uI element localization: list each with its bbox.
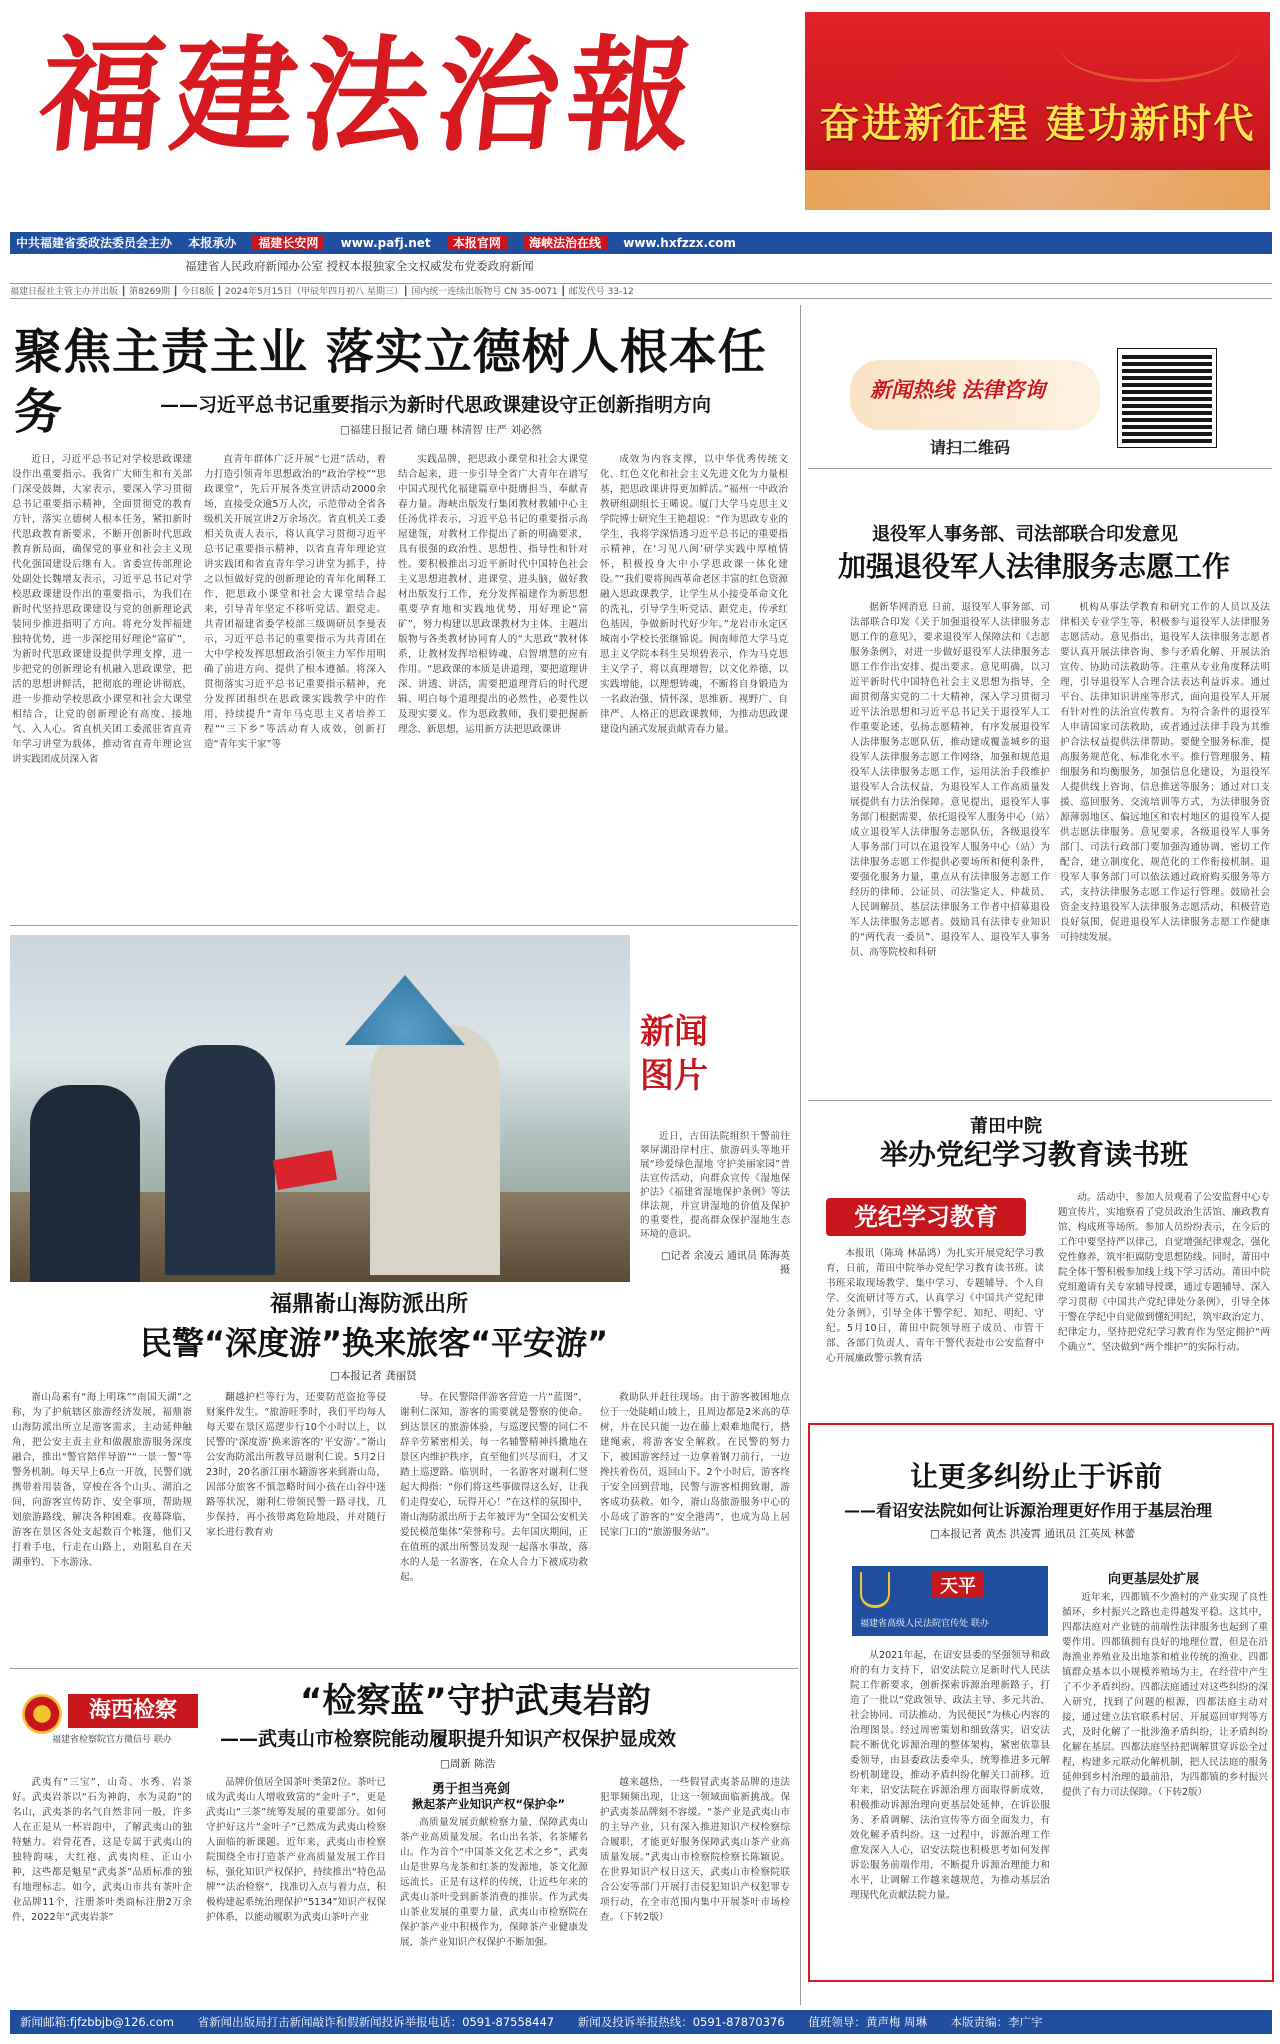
litigation-column-2: 近年来，四都镇不少渔村的产业实现了良性循环，乡村振兴之路也走得越发平稳。这其中，四都法庭对产业链的前端性法律服务也起到了重要作用。四都镇拥有良好的地理位置，但是在沿海渔业养殖业及出地茶和植业传统的渔业、四都镇群众基本以小规模养殖场为主，在经营中产生了不少矛盾纠纷。四都法庭通过对这些纠纷的深入研究，找到了问题的根源，四都法庭主动对接，通过建立法官联系村居、开展巡回审判等方式，及时化解了一批涉渔矛盾纠纷，让矛盾纠纷化解在基层。四都法庭坚持把调解贯穿诉讼全过程，构建多元联动化解机制，把人民法庭的服务延伸到乡村治理的最前沿，为四都镇的乡村振兴提供了有力司法保障。（下转2版） [1062,1592,1268,1798]
banner-slogan: 奋进新征程 建功新时代 [819,101,1256,147]
wuyi-subheading-2: 揪起茶产业知识产权“保护伞” [412,1797,566,1811]
divider-hotline [808,468,1272,469]
lead-column-1: 近日，习近平总书记对学校思政课建设作出重要指示。我省广大师生和有关部门深受鼓舞，大家表示，要深入学习贯彻总书记重要指示精神，全面贯彻党的教育方针，落实立德树人根本任务，紧扣新时代思政教育新要求，不断开创新时代思政教育新局面，确保党的事业和社会主义现代化强国建设后继有人。省委宣传部理论处副处长魏增友表示，习近平总书记对学校思政课建设作出的重要指示，为我们在新时代坚持思政课建设与党的创新理论武装同步推进指明了方向。将充分发挥福建独特优势，进一步深挖用好理论“富矿”，为新时代思政课建设提供学理支撑，进一步把党的创新理论有机融入思政课堂，把活的思想讲鲜活，把彻底的理论讲彻底，进一步推动学校思政小课堂和社会大课堂相结合，让党的创新理论有高度、接地气、入人心。省直机关团工委派驻省直青年学习讲堂为载体，推动省直青年理论宣讲实践团成员深入省 [12,454,192,765]
wuyi-byline: □周新 陈浩 [440,1758,496,1770]
issue-info-line: 福建日报社主管主办并出版 ┃ 第8269期 ┃ 今日8版 ┃ 2024年5月15日（甲辰年四月初八 星期三）┃ 国内统一连续出版物号 CN 35-0071 ┃ 邮发代号 33-12 [10,283,1272,299]
lead-column-2: 直青年群体广泛开展“七进”活动，着力打造引领青年思想政治的“政治学校”“思政课堂”，先后开展各类宣讲活动2000余场，直接受众逾5万人次，示范带动全省各级机关开展宣讲2万余场次。省直机关工委相关负责人表示，将认真学习贯彻习近平总书记重要指示精神，以省直青年理论宣讲实践团和省直青年学习讲堂为抓手，持之以恒做好党的创新理论的青年化阐释工作，把思政小课堂和社会大课堂结合起来，引导青年坚定不移听党话、跟党走。共青团福建省委学校部三级调研员李曼表示，习近平总书记的重要指示为共青团在大中学校发挥思想政治引领主力军作用明确了前进方向、提供了根本遵循。将深入贯彻落实习近平总书记重要指示精神，充分发挥团组织在思政课实践教学中的作用，持续提升“青年马克思主义者培养工程”“三下乡”等活动育人成效，创新打造“青年实干家”等 [204,454,386,750]
putian-column-1: 本报讯（陈琦 林晶鸿）为扎实开展党纪学习教育，日前，莆田中院举办党纪学习教育读书班。读书班采取现场教学、集中学习、专题辅导、个人自学、交流研讨等方式，认真学习《中国共产党纪律处分条例》，引导全体干警学纪、知纪、明纪、守纪。5月10日，莆田中院领导班子成员、市管干部、各部门负责人、青年干警代表赴市公安监督中心开展廉政警示教育活 [826,1248,1044,1364]
footer-editor: 本版责编：李广宇 [950,2015,1043,2029]
photo-villager [370,1025,500,1275]
photo-credit: □记者 余凌云 通讯员 陈海英 摄 [661,1251,790,1276]
fuding-column-4: 救助队并赶往现场。由于游客被困地点位于一处陡峭山坡上，且周边都是2米高的草树，并在民只能一边在藤上艰难地爬行，搭建绳索，将游客安全解救。在民警的努力下，被困游客经过一边拿着钢刀前行，一边搀扶着伤员，返回山下。2个小时后，游客终于安全回到营地，民警与游客相拥致谢，游客成功获救。如今，嵛山岛旅游服务中心的小岛成了游客的“安全港湾”，也成为岛上居民家门口的“旅游服务站”。 [600,1392,790,1538]
veterans-title: 加强退役军人法律服务志愿工作 [838,550,1231,583]
fuding-column-3: 导。在民警陪伴游客营造一片“蓝图”，谢利仁深知，游客的需要就是警察的使命。到达景区的旅游体验，与巡逻民警的同仁不辞辛劳紧密相关，每一名辅警精神抖擞地在景区内维护秩序，直至他们兴尽而归，才又踏上巡逻路。临别时，一名游客对谢利仁竖起大拇指：“你们将这些事做得这么好，让我们走得安心，玩得开心！”在这样的氛围中，嵛山海防派出所于去年被评为“全国公安机关爱民模范集体”荣誉称号。去年国庆期间，正在值班的派出所警员发现一起落水事故，落水的人是一名游客，在众人合力下被成功救起。 [400,1392,588,1583]
photo-news-badge: 新闻图片 [640,1012,708,1096]
nav-organizer: 本报承办 [188,236,237,250]
masthead-logo: 福建法治報 [32,24,708,169]
putian-column-2: 动。活动中，参加人员观看了公安监督中心专题宣传片，实地察看了党员政治生活馆、廉政教育馆、构成班等场所。参加人员纷纷表示，在今后的工作中要坚持严以律己，自觉增强纪律观念，强化党性修养，筑牢拒腐防变思想防线。同时，莆田中院全体干警积极参加线上线下学习活动。莆田中院党组邀请有关专家辅导授课，通过专题辅导、深入学习贯彻《中国共产党纪律处分条例》，引导全体干警在学纪中自觉做到懂纪明纪，筑牢政治定力、纪律定力，坚持把党纪学习教育作为坚定拥护“两个确立”、坚决做到“两个维护”的实际行动。 [1058,1192,1270,1353]
main-divider [800,305,801,2005]
tianping-badge-sub: 福建省高级人民法院官传处 联办 [860,1619,989,1629]
wuyi-column-1: 武夷有“三宝”，山奇、水秀、岩茶好。武夷岩茶以“石为神韵，水为灵韵”的名山，武夷茶的名气自然非同一般，许多人在正是从一杯岩韵中，了解武夷山的独特魅力。岩骨花香，这是专属于武夷山的独特韵味，大红袍、武夷肉桂、正山小种，这些都是魁星“武夷茶”品质标准的独有地理标志。如今，武夷山市共有茶叶企业品牌11个，注册茶叶类商标注册2万余件，2022年“武夷岩茶” [12,1777,192,1923]
nav-changan-link[interactable]: 福建长安网 [252,236,324,250]
footer-bar [10,2010,1272,2034]
procuratorate-emblem-icon [22,1694,62,1734]
lead-subhead: ——习近平总书记重要指示为新时代思政课建设守正创新指明方向 [160,394,712,416]
tianping-badge-title: 天平 [932,1572,984,1598]
photo-officer-1 [30,1085,140,1282]
photo-conical-hat [345,975,465,1045]
banner-dome-decoration [1060,12,1240,82]
tianping-badge [852,1566,1048,1636]
qr-label: 请扫二维码 [930,438,1011,457]
footer-hotline: 新闻及投诉举报热线：0591-87870376 [577,2015,785,2029]
putian-kicker: 莆田中院 [970,1116,1042,1137]
divider-fuding-bottom [10,1668,798,1669]
lead-byline: □福建日报记者 储白珊 林清智 庄严 刘必然 [340,424,542,436]
lead-column-4: 成效为内容支撑，以中华优秀传统文化、红色文化和社会主义先进文化为力量根基，把思政课讲得更加鲜活。”福州一中政治教研组副组长王晞说。厦门大学马克思主义学院博士研究生王艳超说：“作为思政专业的学生，我将学深悟透习近平总书记的重要指示精神，在‘习见八闽’研学实践中厚植情怀，积极投身大中小学思政课一体化建设。”“我们要将闽西革命老区丰富的红色资源融入思政课教学，让学生从小接受革命文化的洗礼，引导学生听党话、跟党走，传承红色基因，争做新时代好少年。”龙岩市永定区城南小学校长张继锦说。闽南师范大学马克思主义学院本科生吴坝碧表示，作为马克思主义学子，将以真理增智，以文化养德，以实践增能，以理想铸魂，不断将自身锻造为一名政治强、情怀深、思维新、视野广、自律严、人格正的思政课教师，为推动思政课建设内涵式发展贡献青春力量。 [600,454,788,735]
hotline-label: 新闻热线 法律咨询 [870,378,1046,402]
litigation-byline: □本报记者 黄杰 洪凌霄 通讯员 江英凤 林蕾 [930,1528,1136,1540]
wuyi-column-2: 品牌价值居全国茶叶类第2位。茶叶已成为武夷山人增收致富的“金叶子”，更是武夷山“三茶”统筹发展的重要部分。如何守护好这片“金叶子”已然成为武夷山检察人面临的新课题。近年来，武夷山市检察院围绕全市打造茶产业高质量发展工作目标，强化知识产权保护，持续推出“特色品牌”“法治检察”，找准切入点与着力点，积极构建起系统治理保护“5134”知识产权保护体系，以能动履职为武夷山茶叶产业 [206,1777,386,1923]
photo-officer-2 [165,1045,275,1275]
nav-haixia-url[interactable]: www.hxfzzx.com [623,236,736,250]
wuyi-subheading: 勇于担当亮剑 [432,1782,511,1797]
fuding-kicker: 福鼎嵛山海防派出所 [270,1292,469,1317]
divider-lead-bottom [10,925,798,926]
party-discipline-badge: 党纪学习教育 [826,1198,1026,1236]
scales-of-justice-icon [860,1572,890,1608]
divider-veterans [808,1100,1272,1101]
wuyi-column-4: 越来越热，一些假冒武夷茶品牌的违法犯罪频频出现，让这一领域面临新挑战。保护武夷茶品牌刻不容缓。“茶产业是武夷山市的主导产业，只有深入推进知识产权检察综合履职，才能更好服务保障武夷山茶产业高质量发展。”武夷山市检察院检察长陈颖说。在世界知识产权日这天，武夷山市检察院联合公安等部门开展打击侵犯知识产权犯罪专项行动，在全市范围内集中开展茶叶市场检查。（下转2版） [600,1777,790,1923]
wuyi-subtitle: ——武夷山市检察院能动履职提升知识产权保护显成效 [220,1728,677,1750]
qr-code-icon[interactable] [1118,349,1216,447]
lead-headline: 聚焦主责主业 落实立德树人根本任务 [14,324,767,440]
wuyi-column-3: 高质量发展贡献检察力量，保障武夷山茶产业高质量发展。名山出名茶，名茶耀名山。作为首个“中国茶文化艺术之乡”，武夷山是世界乌龙茶和红茶的发源地，茶文化源远流长。正是有这样的传统，让近些年来的武夷山茶叶受到新茶消费的推崇。作为武夷山茶业发展的重要力量，武夷山市检察院在保护茶产业中积极作为，保障茶产业健康发展，茶产业知识产权保护不断加强。 [400,1817,588,1948]
veterans-column-1: 据新华网消息 日前，退役军人事务部、司法部联合印发《关于加强退役军人法律服务志愿工作的意见》，要求退役军人保障法和《志愿服务条例》，对进一步做好退役军人法律服务志愿工作作出安排、提出要求。意见明确，以习近平新时代中国特色社会主义思想为指导，全面贯彻落实党的二十大精神，深入学习贯彻习近平法治思想和习近平总书记关于退役军人工作重要论述，弘扬志愿精神，有序发展退役军人法律服务志愿队伍，推动建成覆盖城乡的退役军人法律服务志愿工作网络，加强和规范退役军人法律服务志愿工作，运用法治手段维护退役军人合法权益，为退役军人工作高质量发展提供有力法治保障。意见提出，退役军人事务部门根据需要，依托退役军人服务中心（站）成立退役军人法律服务志愿队伍，各级退役军人事务部门可以在退役军人服务中心（站）为法律服务志愿工作提供必要场所和便利条件，要强化服务力量，重点从有法律服务志愿工作经历的律师、公证员、司法鉴定人、仲裁员、人民调解员、基层法律服务工作者中招募退役军人法律服务志愿者。鼓励具有法律专业知识的“两代表一委员”、退役军人、退役军人事务员、高等院校和科研 [850,602,1050,958]
litigation-column-1: 从2021年起，在诏安县委的坚强领导和政府的有力支持下，诏安法院立足新时代人民法院工作新要求，创新探索诉源治理新路子，打造了一批以“党政领导、政法主导、多元共治、社会协同、司法推动、为民便民”为核心内容的治理图景。经过周密策划和细致落实，诏安法院不断优化诉源治理的整体架构，紧密依靠县委领导，由县委政法委牵头，统筹推进多元解纷机制建设，推动矛盾纠纷化解关口前移。近年来，诏安法院在诉源治理方面取得新成效，积极推动诉源治理向更基层处延伸，在诉讼服务、矛盾调解、法治宣传等方面全面发力，有效化解矛盾纠纷。这一过程中，诉源治理工作愈发深入人心，诏安法院也积极思考如何发挥诉讼服务前端作用，不断提升诉源治理能力和水平，让调解工作越来越规范，为推动基层治理现代化贡献法院力量。 [850,1650,1050,1901]
footer-email[interactable]: 新闻邮箱:fjfzbbjb@126.com [20,2015,174,2029]
footer-duty-leaders: 值班领导：黄声梅 周琳 [808,2015,927,2029]
photo-red-flag [273,1150,337,1190]
veterans-column-2: 机构从事法学教育和研究工作的人员以及法律相关专业学生等，积极参与退役军人法律服务志愿活动。意见指出，退役军人法律服务志愿者要认真开展法律咨询、参与矛盾化解、开展法治宣传、协助司法救助等。注重从专业角度释法明理，引导退役军人合理合法表达利益诉求。通过平台、法律知识讲座等形式，面向退役军人开展有针对性的法治宣传教育。为符合条件的退役军人申请国家司法救助，或者通过法律手段为其维护合法权益提供法律帮助。要健全服务标准，提高服务规范化、标准化水平。推行管理服务、精细服务和均衡服务，加强信息化建设，为退役军人提供线上咨询、信息推送等服务；通过对口支援、巡回服务、交流培训等方式，为法律服务资源薄弱地区、偏远地区和农村地区的退役军人提供志愿法律服务。意见要求，各级退役军人事务部门、司法行政部门要加强沟通协调、密切工作配合，建立制度化、规范化的工作衔接机制。退役军人事务部门可以依法通过政府购买服务等方式，支持法律服务志愿工作运行管理。鼓励社会资金支持退役军人法律服务志愿活动，积极营造良好氛围，促进退役军人法律服务志愿工作健康可持续发展。 [1060,602,1270,943]
nav-official-site-label[interactable]: 本报官网 [447,236,507,250]
fuding-byline: □本报记者 龚丽贤 [330,1370,417,1382]
slogan-banner [805,12,1270,210]
banner-stripe [805,170,1270,210]
litigation-subheading: 向更基层处扩展 [1108,1572,1200,1587]
footer-complaint-phone: 省新闻出版局打击新闻敲诈和假新闻投诉举报电话：0591-87558447 [197,2015,555,2029]
haixi-badge-sub: 福建省检察院官方微信号 联办 [52,1735,172,1745]
fuding-title: 民警“深度游”换来旅客“平安游” [140,1324,609,1362]
fuding-column-1: 嵛山岛素有“海上明珠”“南国天湖”之称，为了护航辖区旅游经济发展，福鼎嵛山海防派出所立足游客需求，主动延伸触角，把公安主责主业和做靓旅游服务深度融合，推出“警官陪伴导游”“一景一警”等警务机制。每天早上6点一开放，民警们就携带着用装备，穿梭在各个山头、湖泊之间，向游客宣传防诈、安全事项，帮助规划旅游路线、解决各种困难。夜幕降临，游客在景区各处支起数百个帐篷，他们又打着手电，行走在山路上，劝阻私自在天湖垂钓、下水游泳、 [12,1392,192,1568]
haixi-badge-title: 海西检察 [68,1694,198,1728]
veterans-kicker: 退役军人事务部、司法部联合印发意见 [872,524,1178,545]
wuyi-title: “检察蓝”守护武夷岩韵 [300,1681,651,1721]
masthead-subline: 福建省人民政府新闻办公室 授权本报独家全文权威发布党委政府新闻 [185,259,534,273]
fuding-column-2: 翻越护栏等行为，还要防范盗抢等侵财案件发生。“旅游旺季时，我们平均每人每天要在景区巡逻步行10个小时以上，以民警的‘深度游’换来游客的‘平安游’。”嵛山公安海防派出所教导员谢利仁说。5月2日23时，20名浙江丽水籍游客来到嵛山岛，因部分旅客不慎忽略时间小孩在山谷中迷路等状况，谢利仁带领民警一路寻找，几步保持，再小孩带离危险地段，并对随行家长进行教育劝 [206,1392,386,1538]
nav-sponsor: 中共福建省委政法委员会主办 [16,236,173,250]
nav-haixia-link[interactable]: 海峡法治在线 [523,236,607,250]
lead-column-3: 实践品牌，把思政小课堂和社会大课堂结合起来，进一步引导全省广大青年在谱写中国式现代化福建篇章中挺膺担当、奉献青春力量。海峡出版发行集团教材教辅中心主任汤优祥表示，习近平总书记的重要指示高屋建瓴，对教材工作提出了新的明确要求，具有很强的政治性、思想性、指导性和针对性。要积极推出习近平新时代中国特色社会主义思想进教材、进课堂、进头脑，做好教材出版发行工作，充分发挥福建作为新思想重要孕育地和实践地优势，用好理论“富矿”，努力构建以思政课教材为主体、主题出版物与各类教材协同育人的“大思政”教材体系，让教材发挥培根铸魂、启智增慧的应有作用。“思政课的本质是讲道理，要把道理讲深、讲透、讲活，需要把道理背后的时代逻辑、明白每个道理提出的必然性，必要性以及现实要义。作为思政教师，我们要把握新理念、新思想，运用新方法把思政课讲 [398,454,588,735]
putian-title: 举办党纪学习教育读书班 [880,1138,1189,1171]
litigation-subtitle: ——看诏安法院如何让诉源治理更好作用于基层治理 [844,1501,1213,1520]
hotline-banner [850,360,1100,430]
litigation-title: 让更多纠纷止于诉前 [910,1460,1163,1493]
masthead-navbar [10,232,1272,254]
haixi-badge [22,1690,202,1750]
photo-caption: 近日，古田法院组织干警前往翠屏湖沿岸村庄、旅游码头等地开展“珍爱绿色湿地 守护美丽家园”普法宣传活动，向群众宣传《湿地保护法》《福建省湿地保护条例》等法律法规，并宣讲湿地的价值及保护的重要性，提高群众保护湿地生态环境的意识。 [640,1131,790,1240]
news-photo [10,935,630,1282]
nav-changan-url[interactable]: www.pafj.net [340,236,431,250]
